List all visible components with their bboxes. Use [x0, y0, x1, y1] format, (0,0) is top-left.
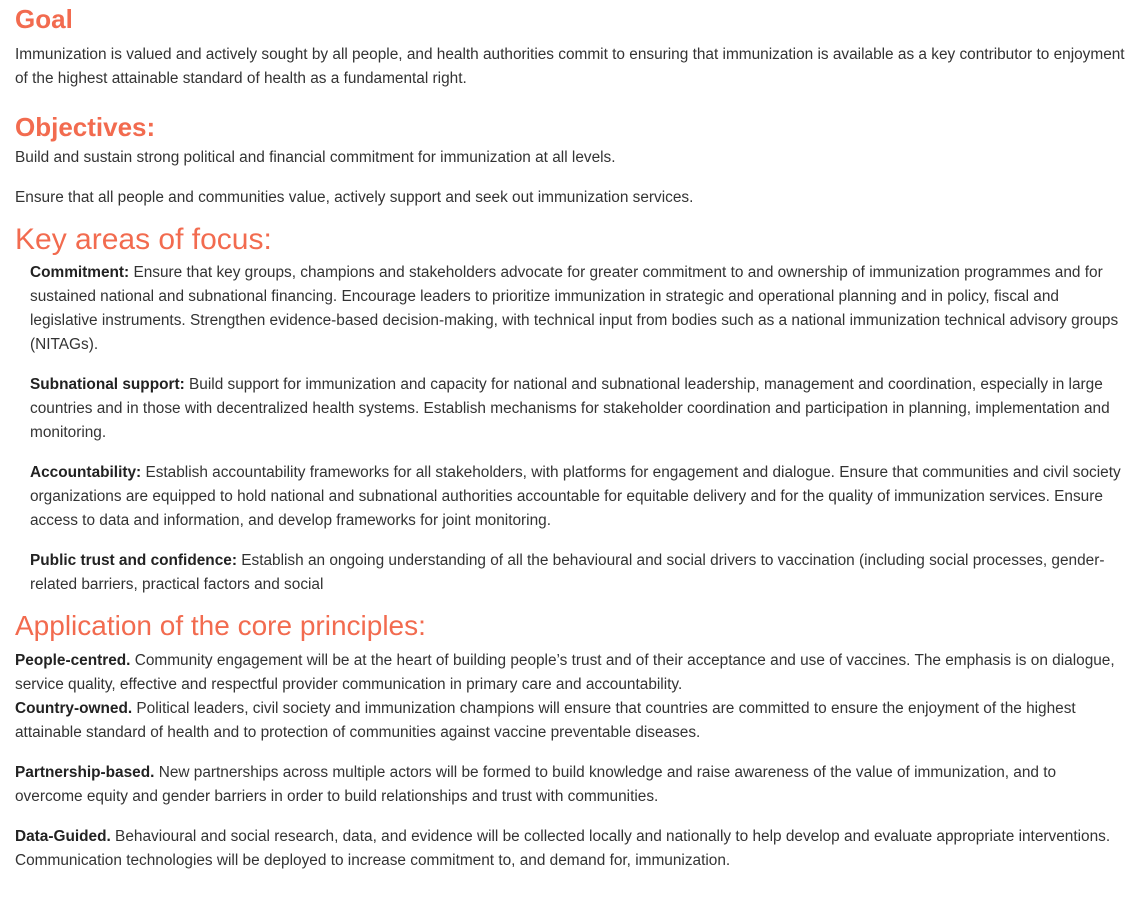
goal-heading: Goal: [15, 4, 73, 34]
principle-text: Political leaders, civil society and immunization champions will ensure that countries are committed to ensure the enjoyment of the highest attainable standard of health and to protection of communities against vaccine preventable diseases.: [15, 700, 1076, 741]
focus-text: Establish accountability frameworks for all stakeholders, with platforms for engagement and dialogue. Ensure that communities and civil society organizations are equipped to hold national and subnational authorities accountable for equitable delivery and for the quality of immunization services. Ensure access to data and information, and develop frameworks for joint monitoring.: [30, 464, 1121, 529]
objectives-heading: Objectives:: [15, 112, 156, 142]
principles-heading: Application of the core principles:: [15, 610, 426, 641]
objective-item: Ensure that all people and communities value, actively support and seek out immunization services.: [15, 189, 694, 206]
principle-partnership-based: [15, 761, 1125, 809]
principle-term: Country-owned.: [15, 700, 133, 717]
focus-item-accountability: [30, 461, 1125, 533]
principle-country-owned: [15, 697, 1125, 745]
focus-text: Build support for immunization and capacity for national and subnational leadership, management and coordination, especially in large countries and in those with decentralized health systems. Establish mechanisms for stakeholder coordination and participation in planning, implementation and monitoring.: [30, 376, 1110, 441]
principle-data-guided: [15, 825, 1125, 873]
focus-term: Commitment:: [30, 264, 130, 281]
principle-term: People-centred.: [15, 652, 131, 669]
principle-people-centred: [15, 649, 1125, 697]
focus-term: Accountability:: [30, 464, 142, 481]
principle-term: Data-Guided.: [15, 828, 111, 845]
principle-text: Community engagement will be at the heart of building people’s trust and of their acceptance and use of vaccines. The emphasis is on dialogue, service quality, effective and respectful provider communication in primary care and accountability.: [15, 652, 1115, 693]
focus-term: Subnational support:: [30, 376, 185, 393]
focus-text: Establish an ongoing understanding of all the behavioural and social drivers to vaccination (including social processes, gender-related barriers, practical factors and social: [30, 552, 1105, 593]
focus-term: Public trust and confidence:: [30, 552, 237, 569]
objective-item: Build and sustain strong political and financial commitment for immunization at all levels.: [15, 149, 616, 166]
principle-text: New partnerships across multiple actors will be formed to build knowledge and raise awareness of the value of immunization, and to overcome equity and gender barriers in order to build relationships and trust with communities.: [15, 764, 1057, 805]
focus-text: Ensure that key groups, champions and stakeholders advocate for greater commitment to and ownership of immunization programmes and for sustained national and subnational financing. Encourage leaders to prioritize immunization in strategic and operational planning and in policy, fiscal and legislative instruments. Strengthen evidence-based decision-making, with technical input from bodies such as a national immunization technical advisory groups (NITAGs).: [30, 264, 1119, 353]
focus-list: [15, 261, 1125, 597]
principle-text: Behavioural and social research, data, and evidence will be collected locally and nationally to help develop and evaluate appropriate interventions. Communication technologies will be deployed to increase commitment to, and demand for, immunization.: [15, 828, 1111, 869]
principles-list: [15, 649, 1125, 873]
focus-item-subnational-support: [30, 373, 1125, 445]
focus-heading: Key areas of focus:: [15, 223, 272, 256]
principle-term: Partnership-based.: [15, 764, 155, 781]
goal-text: Immunization is valued and actively sought by all people, and health authorities commit to ensuring that immunization is available as a key contributor to enjoyment of the highest attainable standard of health as a fundamental right.: [15, 46, 1125, 87]
focus-item-public-trust: [30, 549, 1125, 597]
focus-item-commitment: [30, 261, 1125, 357]
